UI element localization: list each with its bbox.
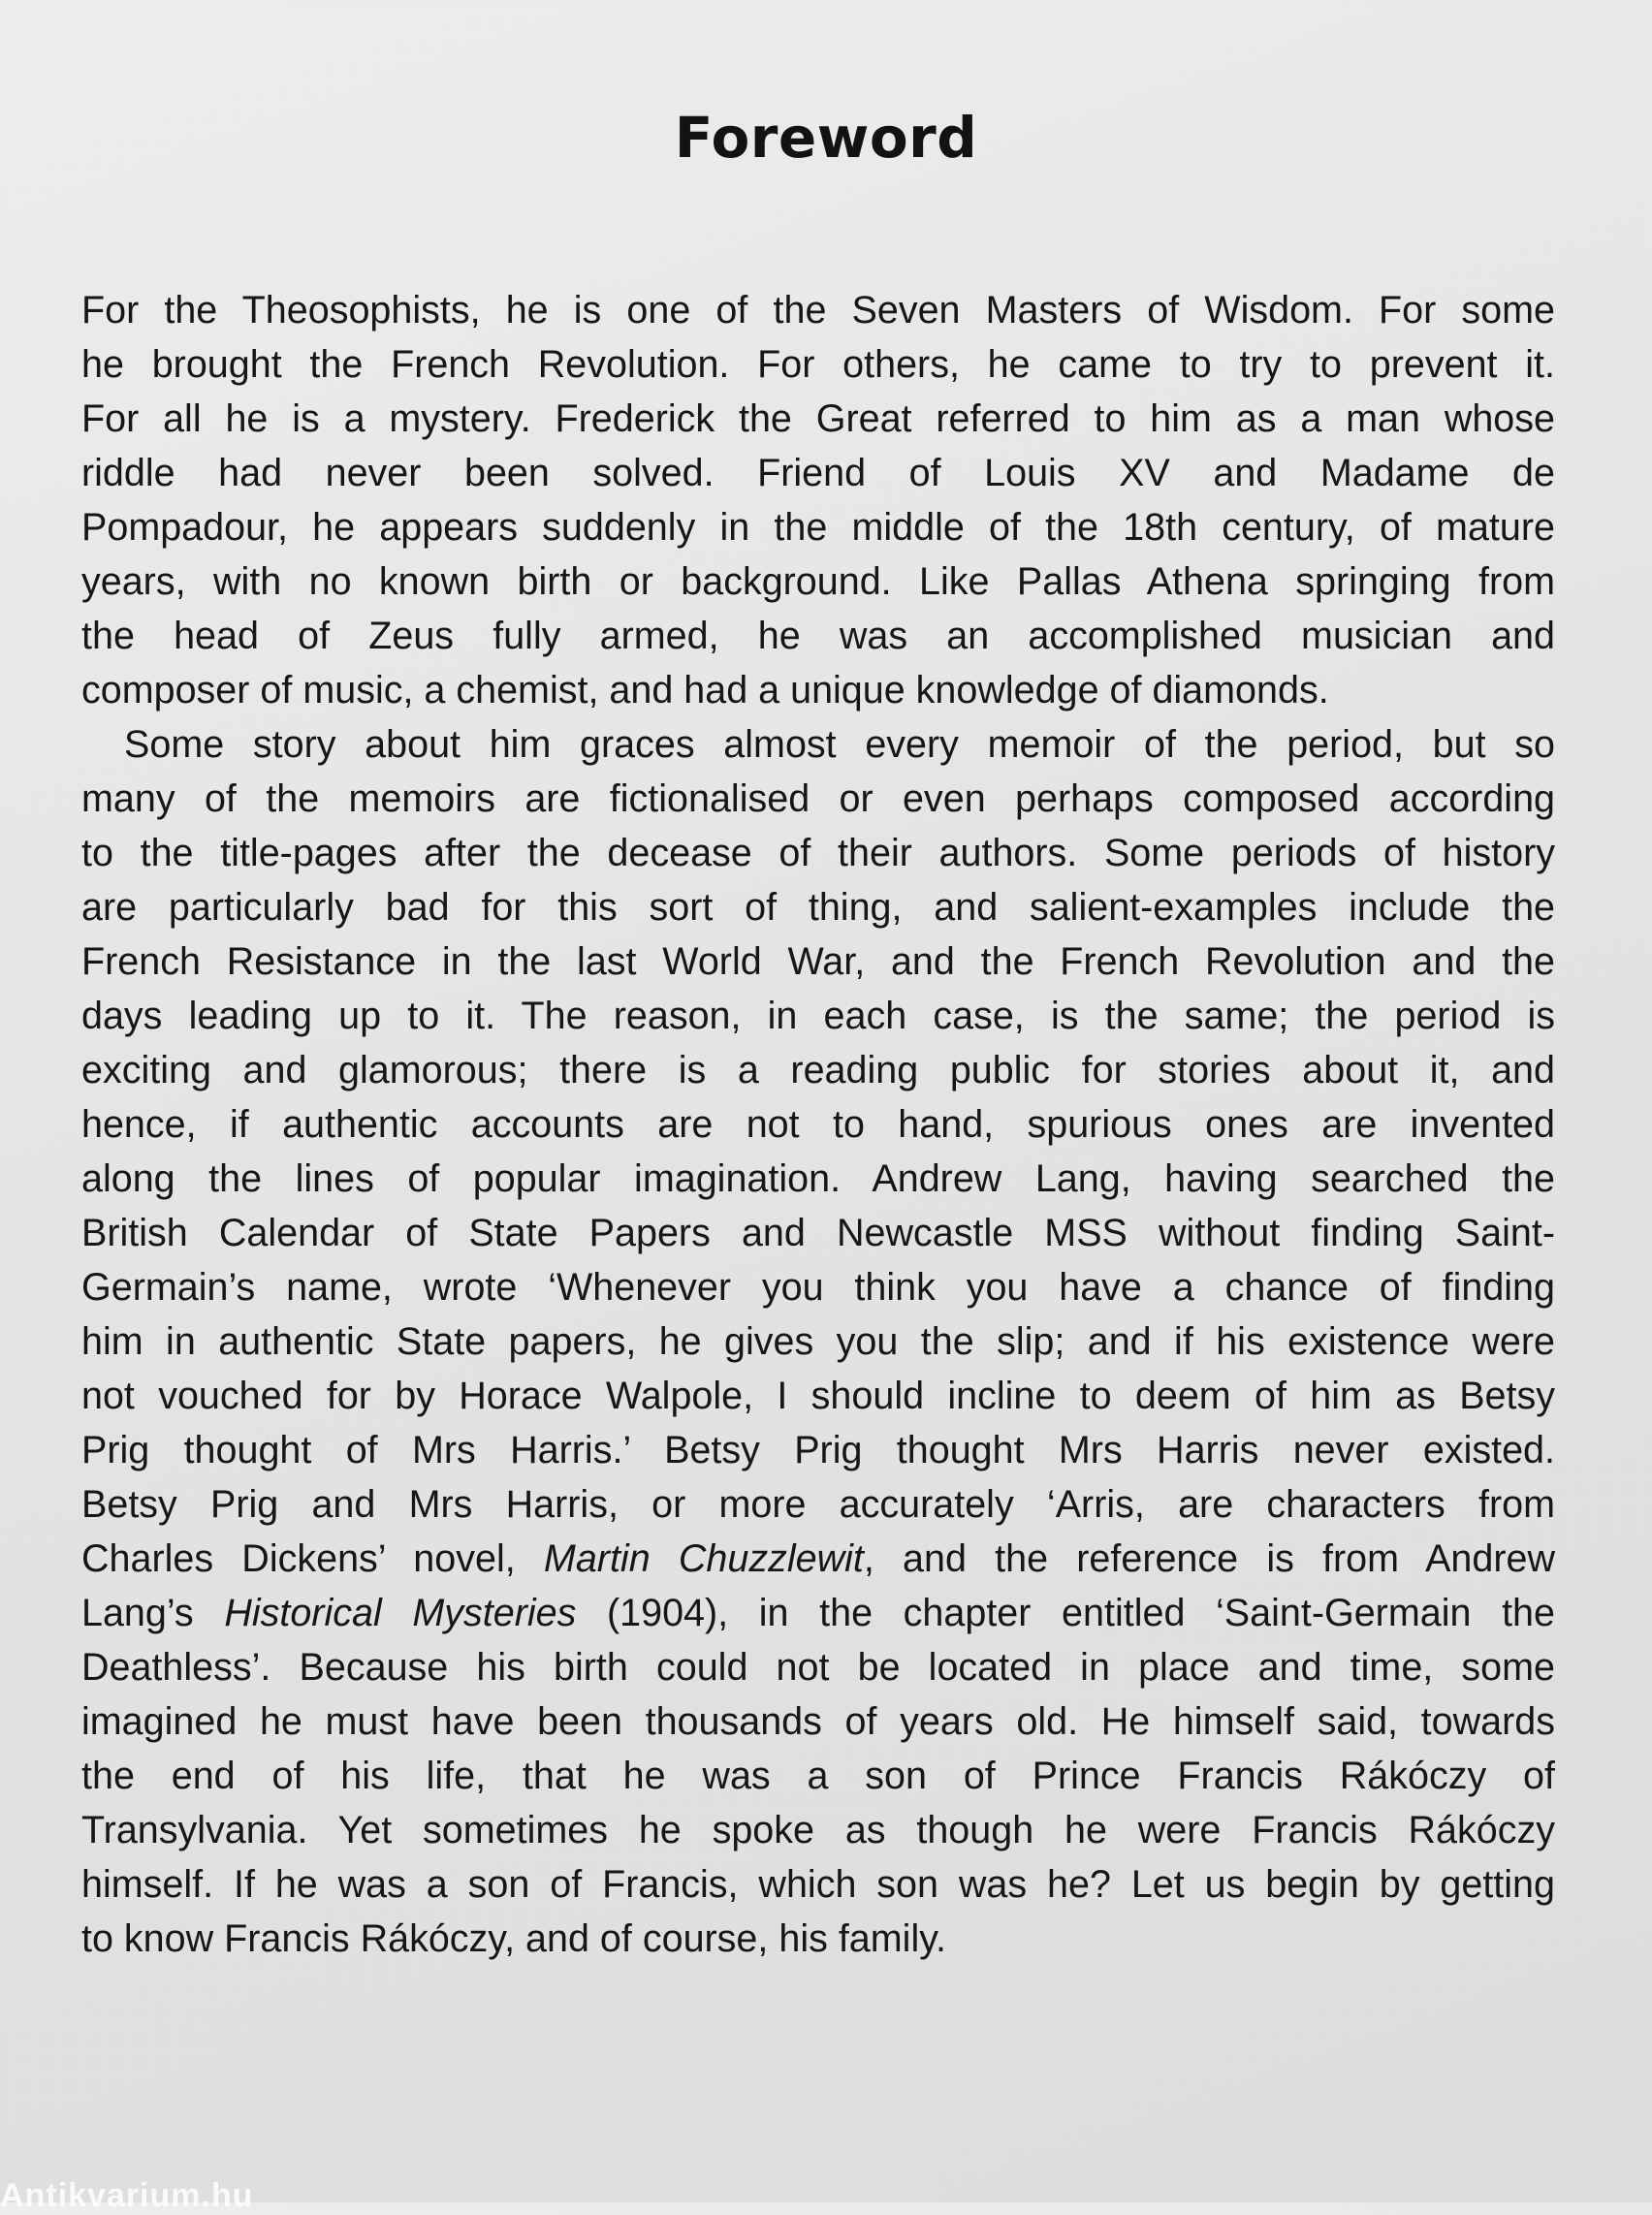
text-line: For all he is a mystery. Frederick the Great referred to him as a man whose [81, 397, 1555, 440]
text-line: Prig thought of Mrs Harris.’ Betsy Prig thought Mrs Harris never existed. [81, 1429, 1555, 1471]
book-title-historical-mysteries: Historical Mysteries [224, 1592, 577, 1634]
text-line-with-book-title [81, 1586, 1555, 1640]
text-line: many of the memoirs are fictionalised or even perhaps composed according [81, 777, 1555, 820]
text-line: him in authentic State papers, he gives you the slip; and if his existence were [81, 1320, 1555, 1363]
text-line: along the lines of popular imagination. Andrew Lang, having searched the [81, 1157, 1555, 1200]
text-line: to the title-pages after the decease of their authors. Some periods of history [81, 832, 1555, 874]
foreword-body [81, 283, 1555, 1966]
text-line: British Calendar of State Papers and Newcastle MSS without finding Saint- [81, 1212, 1555, 1254]
text-line-with-book-title [81, 1532, 1555, 1586]
text-line: Betsy Prig and Mrs Harris, or more accurately ‘Arris, are characters from [81, 1483, 1555, 1526]
book-title-martin-chuzzlewit: Martin Chuzzlewit [543, 1537, 864, 1580]
text-line: For the Theosophists, he is one of the Seven Masters of Wisdom. For some [81, 289, 1555, 332]
text-line: riddle had never been solved. Friend of Louis XV and Madame de [81, 452, 1555, 494]
text-line: Pompadour, he appears suddenly in the middle of the 18th century, of mature [81, 506, 1555, 549]
text-line: himself. If he was a son of Francis, which son was he? Let us begin by getting [81, 1863, 1555, 1906]
text-line: French Resistance in the last World War, and the French Revolution and the [81, 940, 1555, 983]
text-line: Germain’s name, wrote ‘Whenever you think you have a chance of finding [81, 1266, 1555, 1309]
text-line: not vouched for by Horace Walpole, I should incline to deem of him as Betsy [81, 1375, 1555, 1417]
text-line: imagined he must have been thousands of years old. He himself said, towards [81, 1700, 1555, 1743]
page-title: Foreword [674, 105, 978, 171]
text-line: hence, if authentic accounts are not to hand, spurious ones are invented [81, 1103, 1555, 1146]
text-line: Transylvania. Yet sometimes he spoke as though he were Francis Rákóczy [81, 1809, 1555, 1851]
text-line: exciting and glamorous; there is a reading public for stories about it, and [81, 1049, 1555, 1092]
text-run: , and the reference is from Andrew [863, 1537, 1556, 1580]
text-line: Deathless’. Because his birth could not be located in place and time, some [81, 1646, 1555, 1689]
text-line: years, with no known birth or background. Like Pallas Athena springing from [81, 560, 1555, 603]
text-run: Lang’s [81, 1592, 225, 1634]
text-line: the end of his life, that he was a son of Prince Francis Rákóczy of [81, 1755, 1555, 1797]
text-line: he brought the French Revolution. For others, he came to try to prevent it. [81, 343, 1555, 386]
watermark: Antikvarium.hu [0, 2177, 254, 2214]
text-line: the head of Zeus fully armed, he was an accomplished musician and [81, 615, 1555, 657]
text-line: to know Francis Rákóczy, and of course, his family. [81, 1917, 947, 1960]
text-run: (1904), in the chapter entitled ‘Saint-Germain the [576, 1592, 1555, 1634]
text-line: Some story about him graces almost every memoir of the period, but so [124, 723, 1555, 766]
text-line: are particularly bad for this sort of thing, and salient-examples include the [81, 886, 1555, 929]
text-line: composer of music, a chemist, and had a unique knowledge of diamonds. [81, 669, 1329, 712]
text-run: Charles Dickens’ novel, [81, 1537, 544, 1580]
text-line: days leading up to it. The reason, in each case, is the same; the period is [81, 995, 1555, 1037]
